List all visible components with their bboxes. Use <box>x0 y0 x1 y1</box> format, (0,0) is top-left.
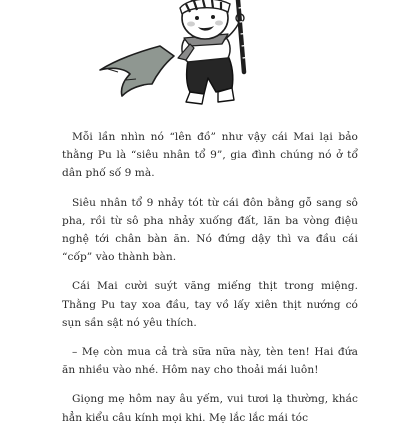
paragraph-4: – Mẹ còn mua cả trà sữa nữa này, tèn ten! Hai đứa ăn nhiều vào nhé. Hôm nay cho thoải mái luôn! <box>62 346 358 377</box>
boy-superhero-illustration <box>90 0 290 108</box>
story-text <box>62 128 358 427</box>
paragraph-1: Mỗi lần nhìn nó “lên đồ” như vậy cái Mai lại bảo thằng Pu là “siêu nhân tổ 9”, gia đình chúng nó ở tổ dân phố số 9 mà. <box>62 131 358 180</box>
paragraph-5: Giọng mẹ hôm nay âu yếm, vui tươi lạ thường, khác hẳn kiểu câu kính mọi khi. Mẹ lắc lắc mái tóc <box>62 393 358 424</box>
paragraph-3: Cái Mai cười suýt văng miếng thịt trong miệng. Thằng Pu tay xoa đầu, tay vồ lấy xiên thịt nướng có sụn sần sật nó yêu thích. <box>62 280 358 329</box>
paragraph-2: Siêu nhân tổ 9 nhảy tót từ cái đôn bằng gỗ sang sô pha, rồi từ sô pha nhảy xuống đất, lăn ba vòng điệu nghệ tới chân bàn ăn. Nó đứng dậy thì va đầu cái “cốp” vào thành bàn. <box>62 196 358 264</box>
